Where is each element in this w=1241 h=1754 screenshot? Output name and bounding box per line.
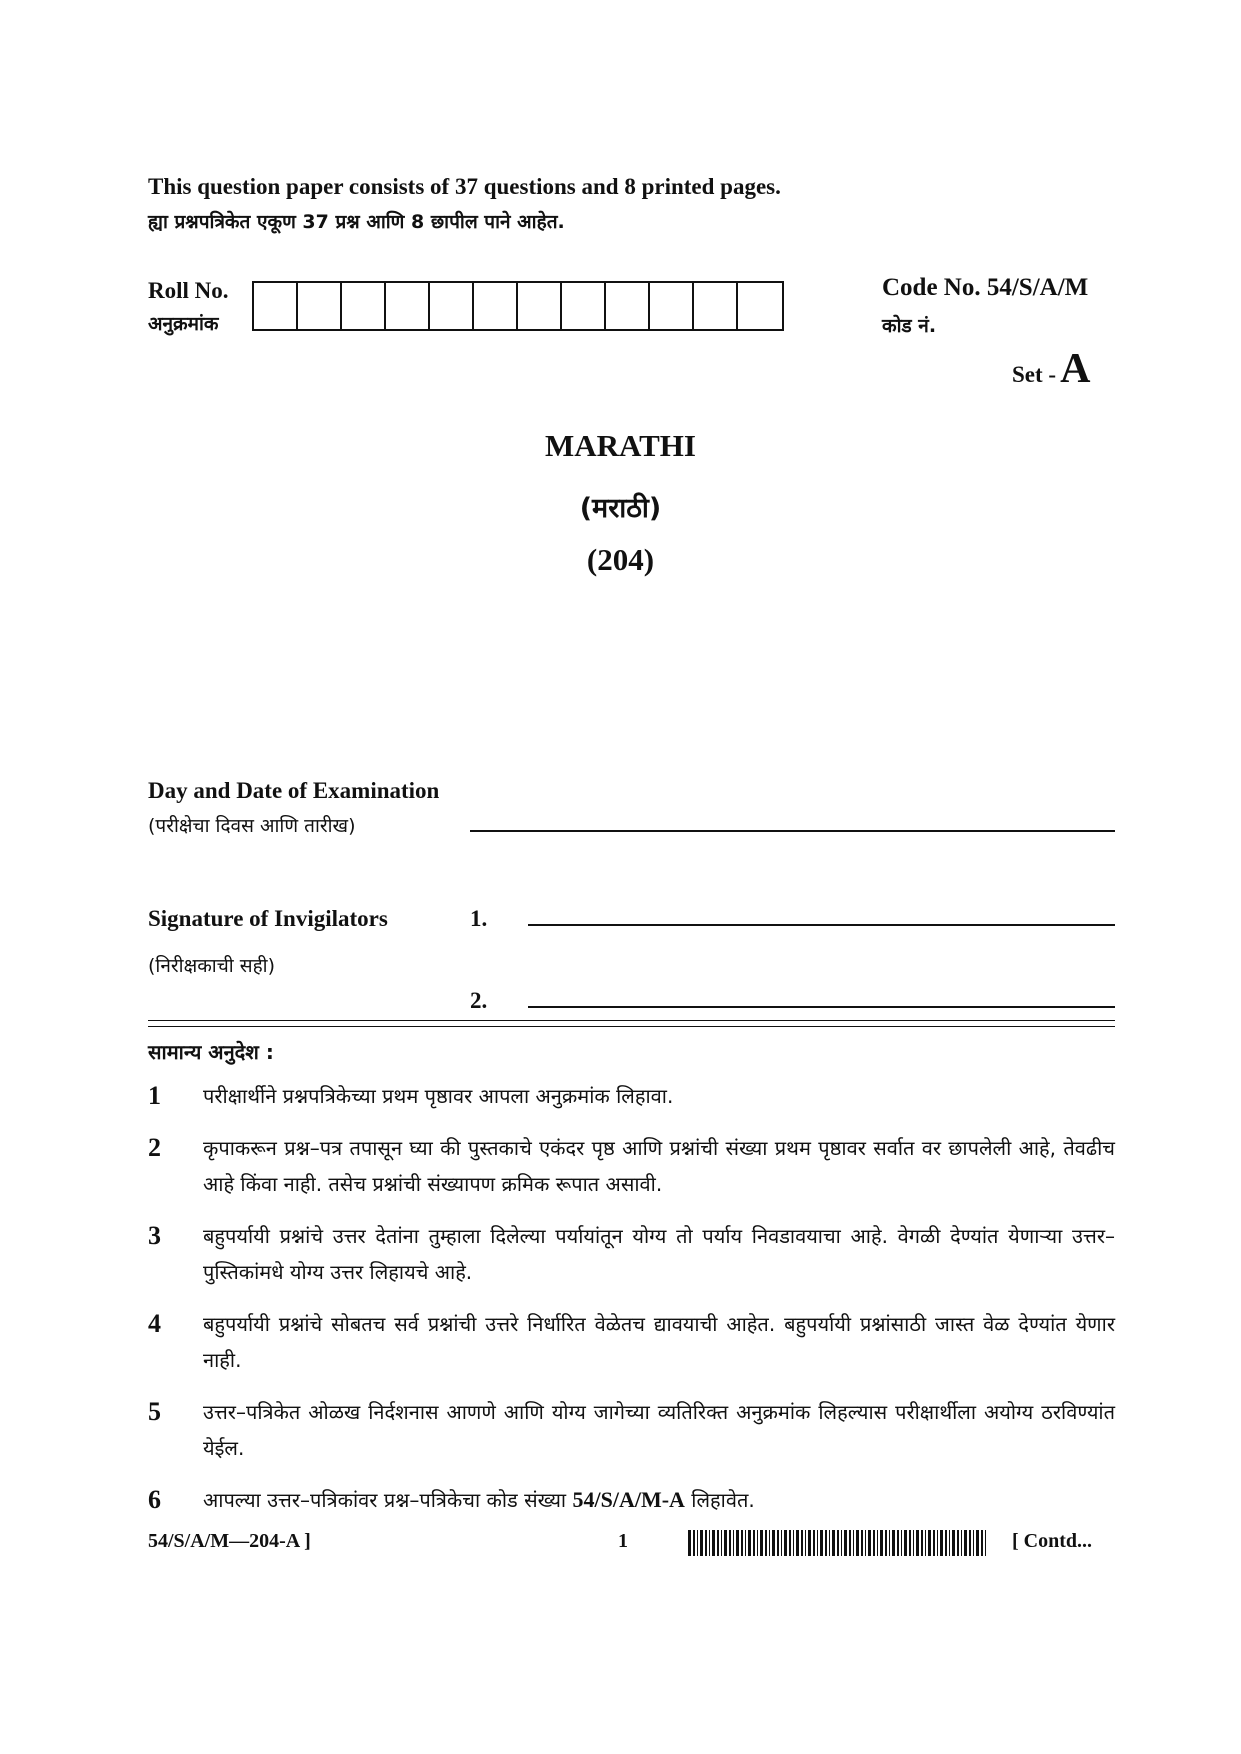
- divider-rule: [148, 1026, 1115, 1027]
- footer-paper-code: 54/S/A/M—204-A ]: [148, 1530, 311, 1552]
- roll-number-box[interactable]: [474, 283, 518, 329]
- instruction-text: बहुपर्यायी प्रश्नांचे सोबतच सर्व प्रश्नांची उत्तरे निर्धारित वेळेतच द्यावयाची आहेत. बहुपर्यायी प्रश्नांसाठी जास्त वेळ देण्यांत येणार नाही.: [203, 1312, 1115, 1372]
- instructions-title: सामान्य अनुदेश :: [148, 1040, 274, 1064]
- instruction-number: 3: [148, 1221, 161, 1250]
- code-number-label-marathi: कोड नं.: [882, 315, 937, 337]
- instruction-number: 1: [148, 1081, 161, 1110]
- set-indicator: [1012, 345, 1090, 393]
- exam-date-field[interactable]: [470, 830, 1115, 832]
- signature-number-2: 2.: [470, 988, 488, 1013]
- divider-rule: [148, 1020, 1115, 1021]
- signature-number-1: 1.: [470, 906, 488, 931]
- barcode-icon: [688, 1530, 993, 1556]
- instruction-item: [148, 1306, 1115, 1378]
- roll-number-label-marathi: अनुक्रमांक: [148, 313, 219, 335]
- instruction-text: उत्तर–पत्रिकेत ओळख निर्दशनास आणणे आणि योग्य जागेच्या व्यतिरिक्त अनुक्रमांक लिहल्यास परीक्षार्थीला अयोग्य ठरविण्यांत येईल.: [203, 1400, 1115, 1460]
- signature-field-2[interactable]: [528, 1006, 1115, 1008]
- subject-code: (204): [586, 542, 655, 577]
- roll-number-boxes[interactable]: [252, 281, 784, 331]
- instruction-item: [148, 1078, 1115, 1114]
- roll-number-label: Roll No.: [148, 278, 229, 303]
- instruction-number: 2: [148, 1133, 161, 1162]
- instruction-text: बहुपर्यायी प्रश्नांचे उत्तर देतांना तुम्हाला दिलेल्या पर्यायांतून योग्य तो पर्याय निवडावयाचा आहे. वेगळी देण्यांत येणाऱ्या उत्तर–पुस्तिकांमधे योग्य उत्तर लिहायचे आहे.: [203, 1224, 1115, 1284]
- instruction-number: 5: [148, 1397, 161, 1426]
- instruction-number: 4: [148, 1309, 161, 1338]
- instruction-item: [148, 1218, 1115, 1290]
- subject-title: MARATHI: [545, 428, 696, 463]
- paper-info-english: This question paper consists of 37 questions and 8 printed pages.: [148, 174, 781, 199]
- instruction-item: [148, 1394, 1115, 1466]
- invigilator-signature-label: Signature of Invigilators: [148, 906, 388, 931]
- instruction-item: [148, 1482, 1115, 1518]
- roll-number-box[interactable]: [430, 283, 474, 329]
- set-prefix: Set -: [1012, 362, 1057, 387]
- roll-number-box[interactable]: [650, 283, 694, 329]
- continued-label: [ Contd...: [1012, 1530, 1093, 1552]
- paper-info-marathi: ह्या प्रश्नपत्रिकेत एकूण 37 प्रश्न आणि 8 छापील पाने आहेत.: [148, 211, 565, 233]
- instructions-list: [148, 1078, 1115, 1534]
- code-number: Code No. 54/S/A/M: [882, 274, 1089, 301]
- roll-number-box[interactable]: [606, 283, 650, 329]
- instruction-text: [203, 1482, 1115, 1518]
- invigilator-signature-label-marathi: (निरीक्षकाची सही): [148, 955, 275, 977]
- exam-date-label: Day and Date of Examination: [148, 778, 440, 803]
- exam-date-label-marathi: (परीक्षेचा दिवस आणि तारीख): [148, 815, 356, 837]
- roll-number-box[interactable]: [254, 283, 298, 329]
- instruction-item: [148, 1130, 1115, 1202]
- roll-number-box[interactable]: [298, 283, 342, 329]
- roll-number-box[interactable]: [386, 283, 430, 329]
- subject-title-marathi: (मराठी): [579, 493, 662, 524]
- instruction-number: 6: [148, 1485, 161, 1514]
- roll-number-box[interactable]: [518, 283, 562, 329]
- instruction-text: परीक्षार्थीने प्रश्नपत्रिकेच्या प्रथम पृष्ठावर आपला अनुक्रमांक लिहावा.: [203, 1084, 674, 1108]
- signature-field-1[interactable]: [528, 924, 1115, 926]
- roll-number-box[interactable]: [342, 283, 386, 329]
- roll-number-box[interactable]: [738, 283, 782, 329]
- answer-sheet-code: 54/S/A/M-A: [572, 1487, 685, 1512]
- page-number: 1: [618, 1530, 628, 1552]
- instruction-text-after: लिहावेत.: [691, 1488, 755, 1512]
- set-letter: A: [1060, 346, 1091, 392]
- roll-number-box[interactable]: [694, 283, 738, 329]
- instruction-text-before: आपल्या उत्तर–पत्रिकांवर प्रश्न–पत्रिकेचा कोड संख्या: [203, 1488, 567, 1512]
- instruction-text: कृपाकरून प्रश्न–पत्र तपासून घ्या की पुस्तकाचे एकंदर पृष्ठ आणि प्रश्नांची संख्या प्रथम पृष्ठावर सर्वात वर छापलेली आहे, तेवढीच आहे किंवा नाही. तसेच प्रश्नांची संख्यापण क्रमिक रूपात असावी.: [203, 1136, 1115, 1196]
- roll-number-box[interactable]: [562, 283, 606, 329]
